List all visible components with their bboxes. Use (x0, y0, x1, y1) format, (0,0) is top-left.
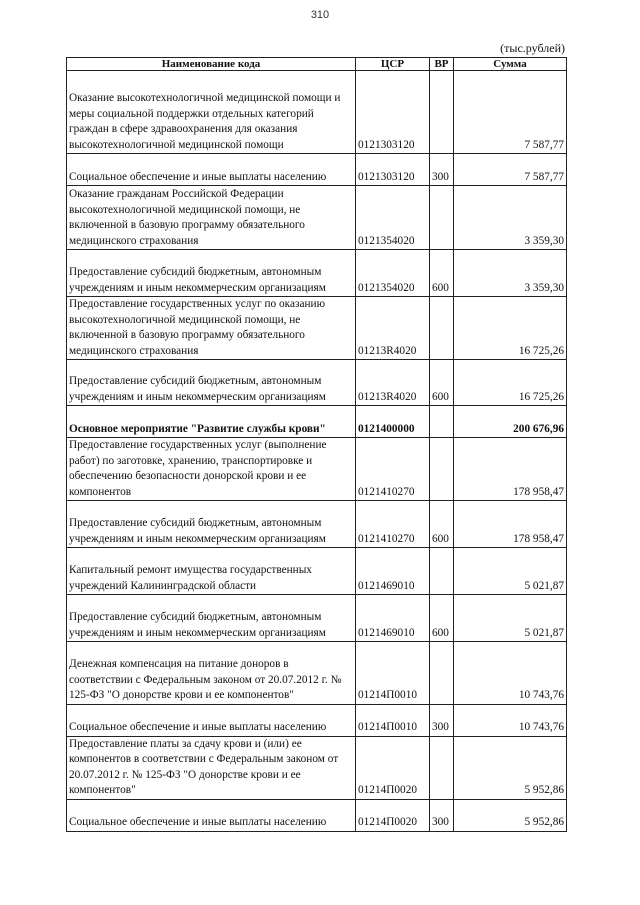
row-name: Денежная компенсация на питание доноров в соответствии с Федеральным законом от 20.07.2012 г. № 125-ФЗ "О донорстве крови и ее компонентов" (69, 658, 342, 701)
row-sum: 200 676,96 (454, 406, 567, 438)
row-vr: 300 (430, 704, 454, 736)
row-vr (430, 406, 454, 438)
row-name-cell (67, 548, 356, 595)
row-name: Социальное обеспечение и иные выплаты населению (69, 721, 327, 733)
row-vr (430, 71, 454, 154)
row-vr (430, 548, 454, 595)
row-vr: 600 (430, 595, 454, 642)
row-name-cell (67, 704, 356, 736)
row-name-cell (67, 406, 356, 438)
row-sum: 10 743,76 (454, 704, 567, 736)
row-csr: 0121410270 (356, 438, 430, 501)
row-csr: 0121354020 (356, 250, 430, 297)
table-row (67, 406, 567, 438)
budget-table (66, 57, 567, 832)
row-csr: 01214П0020 (356, 736, 430, 799)
row-name-cell (67, 71, 356, 154)
header-name: Наименование кода (67, 58, 356, 71)
row-name: Оказание гражданам Российской Федерации высокотехнологичной медицинской помощи, не включенной в базовую программу обязательного медицинского страхования (69, 188, 305, 247)
table-row (67, 704, 567, 736)
row-name: Предоставление государственных услуг по оказанию высокотехнологичной медицинской помощи, не включенной в базовую программу обязательного медицинского страхования (69, 298, 326, 357)
row-name: Социальное обеспечение и иные выплаты населению (69, 816, 327, 828)
row-name-cell (67, 501, 356, 548)
row-name: Предоставление субсидий бюджетным, автономным учреждениям и иным некоммерческим организациям (69, 611, 326, 639)
row-name: Основное мероприятие "Развитие службы крови" (69, 422, 326, 435)
row-csr: 0121303120 (356, 71, 430, 154)
table-row (67, 799, 567, 831)
row-csr: 0121400000 (356, 406, 430, 438)
row-name-cell (67, 438, 356, 501)
row-sum: 7 587,77 (454, 154, 567, 186)
units-label: (тыс.рублей) (500, 41, 565, 55)
row-csr: 0121303120 (356, 154, 430, 186)
row-sum: 10 743,76 (454, 642, 567, 705)
table-body (67, 71, 567, 832)
row-vr (430, 642, 454, 705)
row-sum: 5 021,87 (454, 548, 567, 595)
page-number: 310 (310, 9, 330, 21)
table-row (67, 642, 567, 705)
table-row (67, 736, 567, 799)
row-csr: 01214П0010 (356, 642, 430, 705)
table-row (67, 501, 567, 548)
row-sum: 3 359,30 (454, 186, 567, 250)
row-vr: 600 (430, 250, 454, 297)
row-csr: 01214П0020 (356, 799, 430, 831)
row-csr: 01213R4020 (356, 297, 430, 360)
row-sum: 5 952,86 (454, 736, 567, 799)
table-row (67, 154, 567, 186)
row-name-cell (67, 595, 356, 642)
row-sum: 178 958,47 (454, 438, 567, 501)
row-name: Социальное обеспечение и иные выплаты населению (69, 170, 327, 183)
table-header-row (67, 58, 567, 71)
table-row (67, 297, 567, 360)
row-csr: 0121410270 (356, 501, 430, 548)
row-sum: 178 958,47 (454, 501, 567, 548)
row-sum: 5 952,86 (454, 799, 567, 831)
row-name-cell (67, 154, 356, 186)
row-vr: 600 (430, 501, 454, 548)
row-vr (430, 297, 454, 360)
row-name-cell (67, 799, 356, 831)
row-name: Капитальный ремонт имущества государственных учреждений Калининградской области (69, 564, 312, 592)
row-vr: 300 (430, 154, 454, 186)
row-name-cell (67, 250, 356, 297)
row-vr (430, 186, 454, 250)
row-sum: 3 359,30 (454, 250, 567, 297)
row-name: Предоставление государственных услуг (выполнение работ) по заготовке, хранению, транспортировке и обеспечению безопасности донорской крови и ее компонентов (69, 439, 327, 498)
row-csr: 01213R4020 (356, 360, 430, 406)
row-name-cell (67, 297, 356, 360)
row-sum: 16 725,26 (454, 360, 567, 406)
row-vr: 600 (430, 360, 454, 406)
table-row (67, 595, 567, 642)
row-name: Предоставление субсидий бюджетным, автономным учреждениям и иным некоммерческим организациям (69, 517, 326, 545)
row-name-cell (67, 186, 356, 250)
header-vr: ВР (430, 58, 454, 71)
header-sum: Сумма (454, 58, 567, 71)
row-csr: 01214П0010 (356, 704, 430, 736)
header-csr: ЦСР (356, 58, 430, 71)
row-name: Оказание высокотехнологичной медицинской помощи и меры социальной поддержки отдельных категорий граждан в сфере здравоохранения для оказания высокотехнологичной медицинской помощи (69, 92, 341, 151)
row-name-cell (67, 360, 356, 406)
table-row (67, 548, 567, 595)
row-csr: 0121469010 (356, 595, 430, 642)
table-row (67, 250, 567, 297)
row-sum: 5 021,87 (454, 595, 567, 642)
row-vr (430, 736, 454, 799)
table-row (67, 438, 567, 501)
row-name-cell (67, 642, 356, 705)
row-sum: 16 725,26 (454, 297, 567, 360)
row-csr: 0121469010 (356, 548, 430, 595)
row-csr: 0121354020 (356, 186, 430, 250)
row-sum: 7 587,77 (454, 71, 567, 154)
row-name: Предоставление субсидий бюджетным, автономным учреждениям и иным некоммерческим организациям (69, 266, 326, 294)
row-name: Предоставление субсидий бюджетным, автономным учреждениям и иным некоммерческим организациям (69, 375, 326, 403)
row-vr: 300 (430, 799, 454, 831)
table-row (67, 360, 567, 406)
table-row (67, 71, 567, 154)
row-vr (430, 438, 454, 501)
table-row (67, 186, 567, 250)
row-name: Предоставление платы за сдачу крови и (или) ее компонентов в соответствии с Федеральным законом от 20.07.2012 г. № 125-ФЗ "О донорстве крови и ее компонентов" (69, 737, 339, 796)
row-name-cell (67, 736, 356, 799)
